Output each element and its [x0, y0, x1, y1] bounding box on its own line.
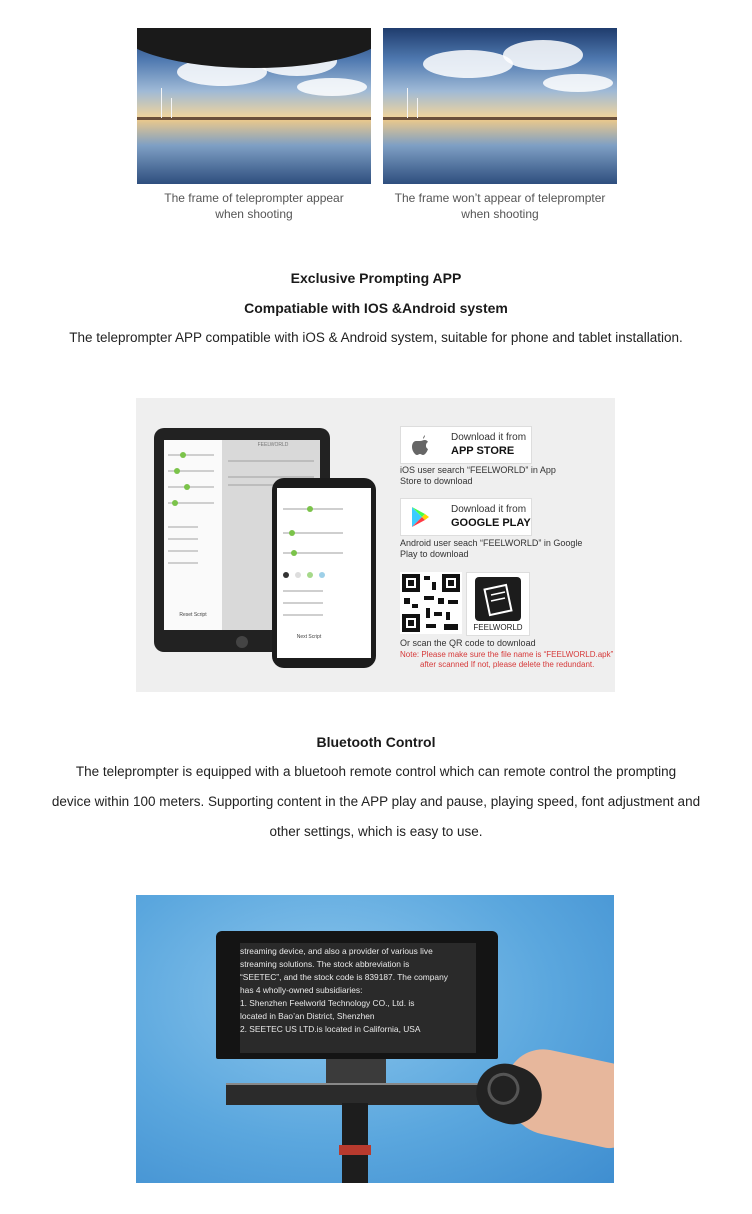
tripod-clamp [339, 1145, 371, 1155]
google-play-badge[interactable] [400, 498, 532, 536]
google-play-icon [401, 499, 439, 535]
android-note: Android user seach “FEELWORLD” in Google Play to download [400, 538, 583, 559]
app-download-panel [136, 398, 615, 692]
photo-without-frame [383, 28, 617, 184]
photo-with-frame [137, 28, 371, 184]
teleprompter-base-plate [226, 1083, 482, 1105]
next-script-button[interactable]: Next Script [296, 634, 322, 640]
feelworld-logo: FEELWORLD [466, 572, 530, 636]
apple-icon [401, 427, 439, 463]
caption-with-frame: The frame of teleprompter appear when shooting [164, 191, 344, 221]
red-note-line-2: after scanned If not, please delete the redundant. [420, 660, 595, 669]
app-store-small: Download it from [451, 432, 527, 443]
bluetooth-description-line-3: other settings, which is easy to use. [269, 824, 483, 839]
app-section-title: Exclusive Prompting APP [290, 270, 462, 286]
teleprompter-photo [136, 895, 614, 1183]
qr-code[interactable] [400, 572, 462, 634]
reset-script-button[interactable]: Reset Script [179, 612, 207, 618]
tablet-settings-sidebar [164, 440, 222, 630]
google-play-big: GOOGLE PLAY [451, 517, 531, 529]
teleprompter-hood [216, 931, 498, 1059]
phone-device [272, 478, 376, 668]
google-play-small: Download it from [451, 504, 527, 515]
app-store-badge[interactable] [400, 426, 532, 464]
app-section-subtitle: Compatiable with IOS &Android system [244, 300, 508, 316]
red-note-line-1: Note: Please make sure the file name is “FEELWORLD.apk” [400, 650, 614, 659]
ios-note: iOS user search “FEELWORLD” in App Store to download [400, 465, 556, 486]
bluetooth-section-title: Bluetooth Control [316, 734, 436, 750]
feelworld-logo-icon [475, 577, 521, 621]
caption-without-frame: The frame won’t appear of teleprompter when shooting [394, 191, 606, 221]
tablet-home-button [236, 636, 248, 648]
qr-note: Or scan the QR code to download [400, 638, 536, 648]
teleprompter-screen-text: streaming device, and also a provider of various live streaming solutions. The stock abbreviation is “SEETEC”, and the stock code is 839187. The company has 4 wholly-owned subsidiaries: 1. Shenzhen Feelworld Technology CO., Ltd. is located in Bao’an District, Shenzhen 2. SEETEC US LTD.is located in California, USA [240, 943, 476, 1053]
bluetooth-description-line-1: The teleprompter is equipped with a bluetooh remote control which can remote control the prompting [75, 764, 677, 779]
app-section-description: The teleprompter APP compatible with iOS & Android system, suitable for phone and tablet installation. [69, 330, 683, 345]
tablet-header: FEELWORLD [257, 442, 289, 448]
bluetooth-description-line-2: device within 100 meters. Supporting content in the APP play and pause, playing speed, font adjustment and [51, 794, 701, 809]
tripod-stand [342, 1103, 368, 1183]
app-store-big: APP STORE [451, 445, 515, 457]
